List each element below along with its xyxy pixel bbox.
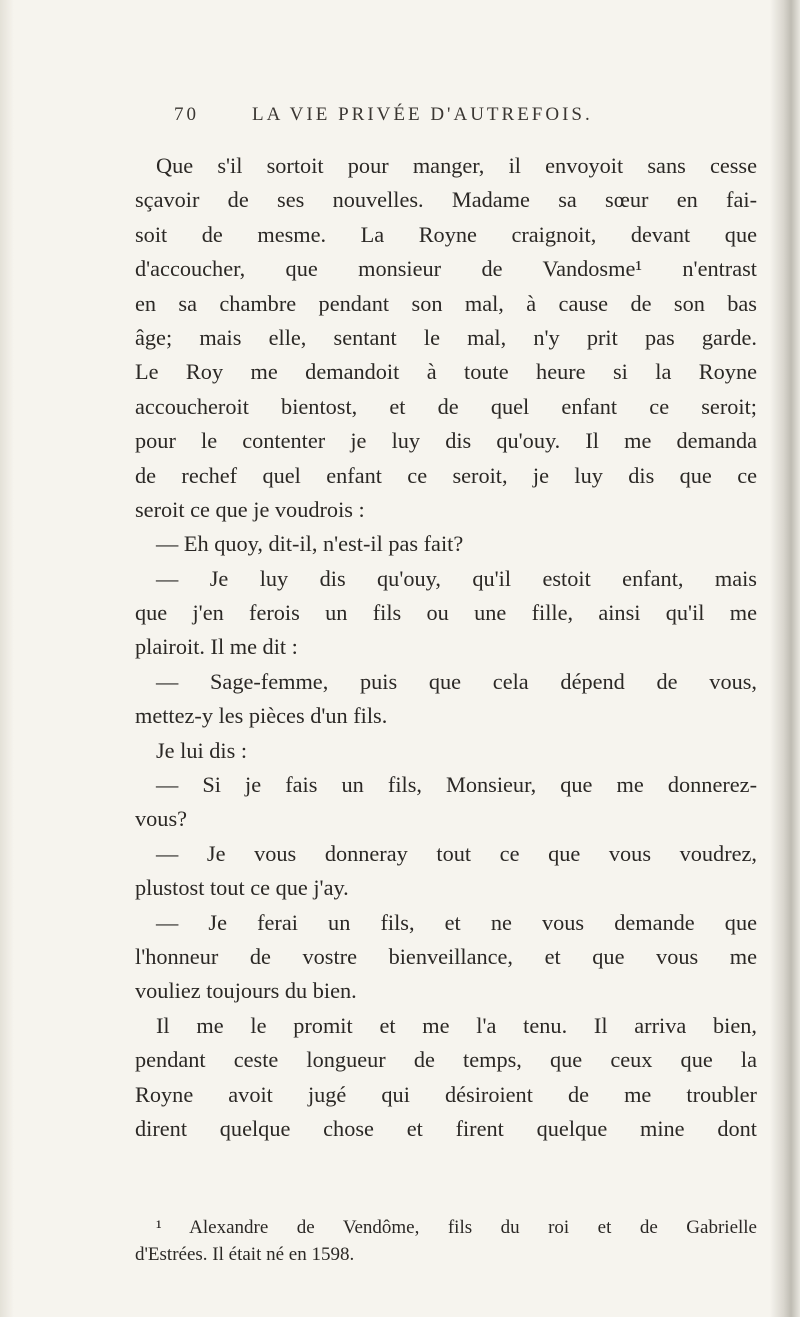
text-line: — Si je fais un fils, Monsieur, que me donnerez-	[156, 772, 757, 798]
text-line: — Je vous donneray tout ce que vous voudrez,	[156, 840, 757, 866]
text-line: que j'en ferois un fils ou une fille, ainsi qu'il me	[135, 600, 757, 626]
page-number: 70	[174, 104, 199, 125]
page-right-edge	[770, 0, 800, 1317]
text-line: vous?	[135, 806, 188, 832]
text-line: l'honneur de vostre bienveillance, et que vous me	[135, 943, 757, 969]
running-title: LA VIE PRIVÉE D'AUTREFOIS.	[252, 104, 593, 125]
footnote-line: d'Estrées. Il était né en 1598.	[135, 1244, 355, 1265]
text-line: soit de mesme. La Royne craignoit, devant que	[135, 221, 757, 247]
text-line: sçavoir de ses nouvelles. Madame sa sœur en fai-	[135, 187, 757, 213]
text-line: plairoit. Il me dit :	[135, 634, 298, 660]
text-line: — Sage-femme, puis que cela dépend de vous,	[156, 668, 757, 694]
text-line: Que s'il sortoit pour manger, il envoyoit sans cesse	[156, 153, 757, 178]
footnote-line: ¹ Alexandre de Vendôme, fils du roi et de Gabrielle	[156, 1217, 757, 1238]
text-line: de rechef quel enfant ce seroit, je luy dis que ce	[135, 462, 757, 488]
text-line: vouliez toujours du bien.	[135, 978, 357, 1004]
text-line: accoucheroit bientost, et de quel enfant ce seroit;	[135, 393, 757, 419]
text-line: âge; mais elle, sentant le mal, n'y prit pas garde.	[135, 324, 757, 350]
text-line: — Eh quoy, dit-il, n'est-il pas fait?	[156, 531, 464, 557]
body-text	[135, 149, 757, 1146]
text-line: Je lui dis :	[156, 737, 248, 763]
text-line: Le Roy me demandoit à toute heure si la Royne	[135, 359, 757, 385]
text-line: plustost tout ce que j'ay.	[135, 875, 349, 901]
text-line: seroit ce que je voudrois :	[135, 496, 365, 522]
text-line: pour le contenter je luy dis qu'ouy. Il me demanda	[135, 428, 757, 454]
text-line: mettez-y les pièces d'un fils.	[135, 703, 388, 729]
text-line: d'accoucher, que monsieur de Vandosme¹ n'entrast	[135, 256, 757, 282]
text-line: Royne avoit jugé qui désiroient de me troubler	[135, 1081, 757, 1107]
text-line: — Je luy dis qu'ouy, qu'il estoit enfant, mais	[156, 565, 757, 591]
text-line: dirent quelque chose et firent quelque mine dont	[135, 1115, 757, 1141]
page-left-edge	[0, 0, 14, 1317]
text-line: — Je ferai un fils, et ne vous demande que	[156, 909, 757, 935]
text-line: pendant ceste longueur de temps, que ceux que la	[135, 1047, 757, 1073]
footnotes	[135, 1214, 757, 1268]
text-line: Il me le promit et me l'a tenu. Il arriva bien,	[156, 1012, 757, 1038]
text-line: en sa chambre pendant son mal, à cause de son bas	[135, 290, 757, 316]
